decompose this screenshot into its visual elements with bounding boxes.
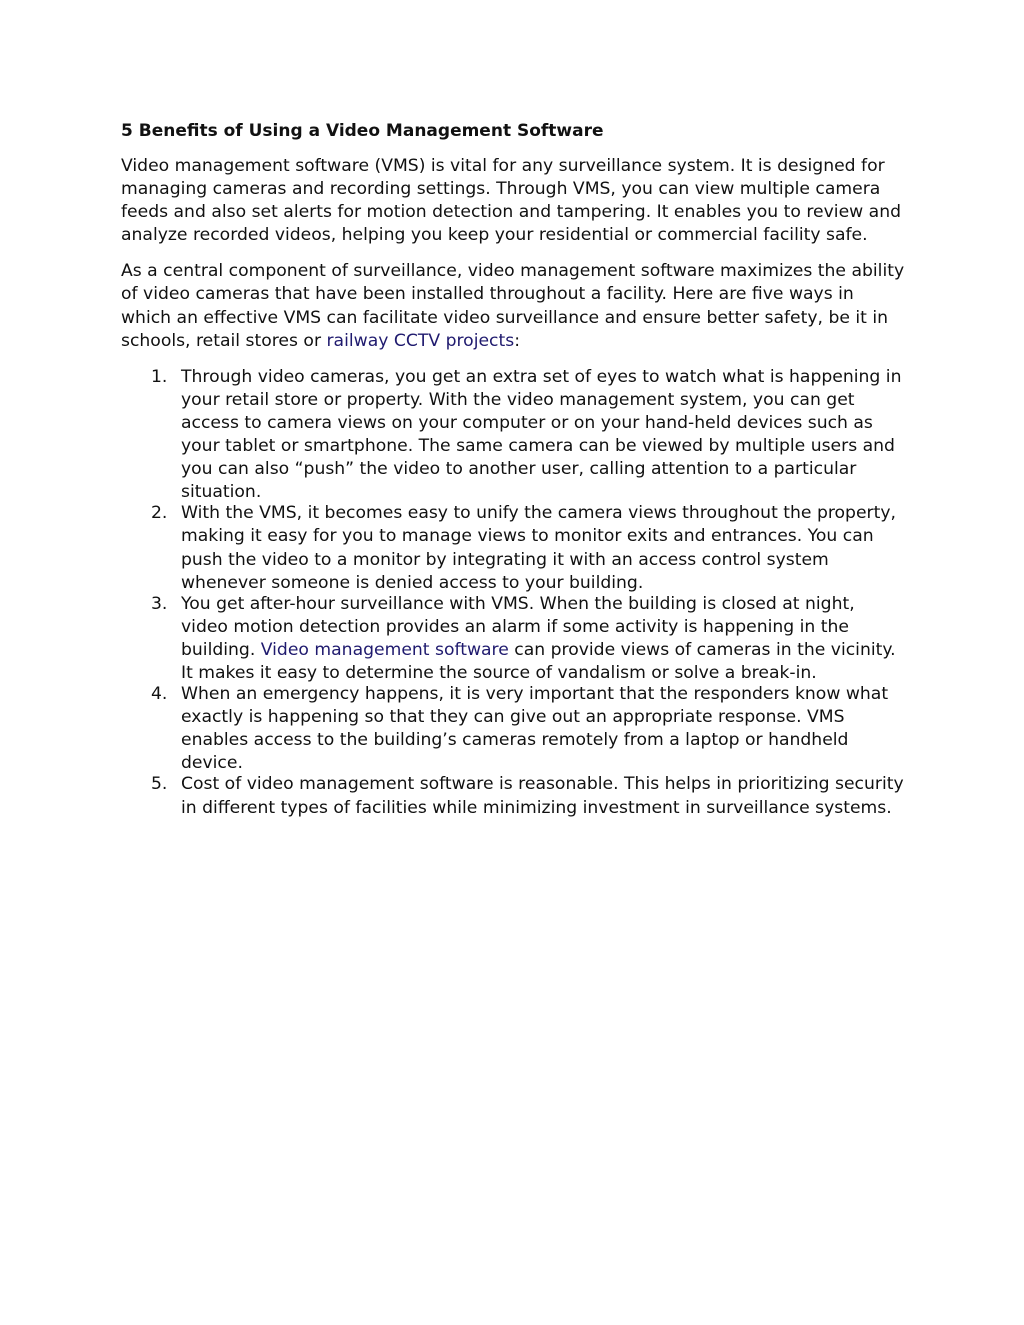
list-item-number: 5. — [151, 774, 168, 795]
list-item-number: 3. — [151, 593, 168, 614]
document-title: 5 Benefits of Using a Video Management Software — [121, 121, 604, 141]
document-content — [121, 119, 906, 818]
benefits-list — [121, 366, 906, 820]
list-item-number: 4. — [151, 684, 168, 705]
list-item-text: Cost of video management software is reasonable. This helps in prioritizing security in different types of facilities while minimizing investment in surveillance systems. — [181, 774, 904, 818]
video-management-software-link[interactable]: Video management software — [260, 639, 509, 660]
list-item-text: With the VMS, it becomes easy to unify the camera views throughout the property, making it easy for you to manage views to monitor exits and entrances. You can push the video to a monitor by integrating it with an access control system whenever someone is denied access to your building. — [181, 503, 896, 593]
list-item-text-end: can provide views of cameras in the vicinity. It makes it easy to determine the source of vandalism or solve a break-in. — [181, 639, 896, 683]
list-item — [121, 773, 906, 819]
intro-paragraph: Video management software (VMS) is vital for any surveillance system. It is designed for managing cameras and recording settings. Through VMS, you can view multiple camera feeds and also set alerts for motion detection and tampering. It enables you to review and analyze recorded videos, helping you keep your residential or commercial facility safe. — [121, 156, 901, 246]
context-paragraph — [121, 260, 906, 352]
list-item-number: 1. — [151, 366, 168, 387]
list-item-text: When an emergency happens, it is very important that the responders know what exactly is happening so that they can give out an appropriate response. VMS enables access to the building’s cameras remotely from a laptop or handheld device. — [181, 684, 889, 774]
context-paragraph-text: As a central component of surveillance, video management software maximizes the ability of video cameras that have been installed throughout a facility. Here are five ways in which an effective VMS can facilitate video surveillance and ensure better safety, be it in schools, retail stores or — [121, 261, 905, 351]
list-item — [121, 683, 906, 775]
list-item-text: Through video cameras, you get an extra set of eyes to watch what is happening in your retail store or property. With the video management system, you can get access to camera views on your computer or on your hand-held devices such as your tablet or smartphone. The same camera can be viewed by multiple users and you can also “push” the video to another user, calling attention to a particular situation. — [181, 366, 902, 503]
list-item — [121, 593, 906, 685]
context-paragraph-end: : — [514, 330, 520, 351]
railway-cctv-projects-link[interactable]: railway CCTV projects — [326, 330, 515, 351]
list-item — [121, 502, 906, 594]
list-item-text: You get after-hour surveillance with VMS. When the building is closed at night, video motion detection provides an alarm if some activity is happening in the building. — [181, 593, 855, 660]
list-item — [121, 366, 906, 505]
list-item-number: 2. — [151, 503, 168, 524]
